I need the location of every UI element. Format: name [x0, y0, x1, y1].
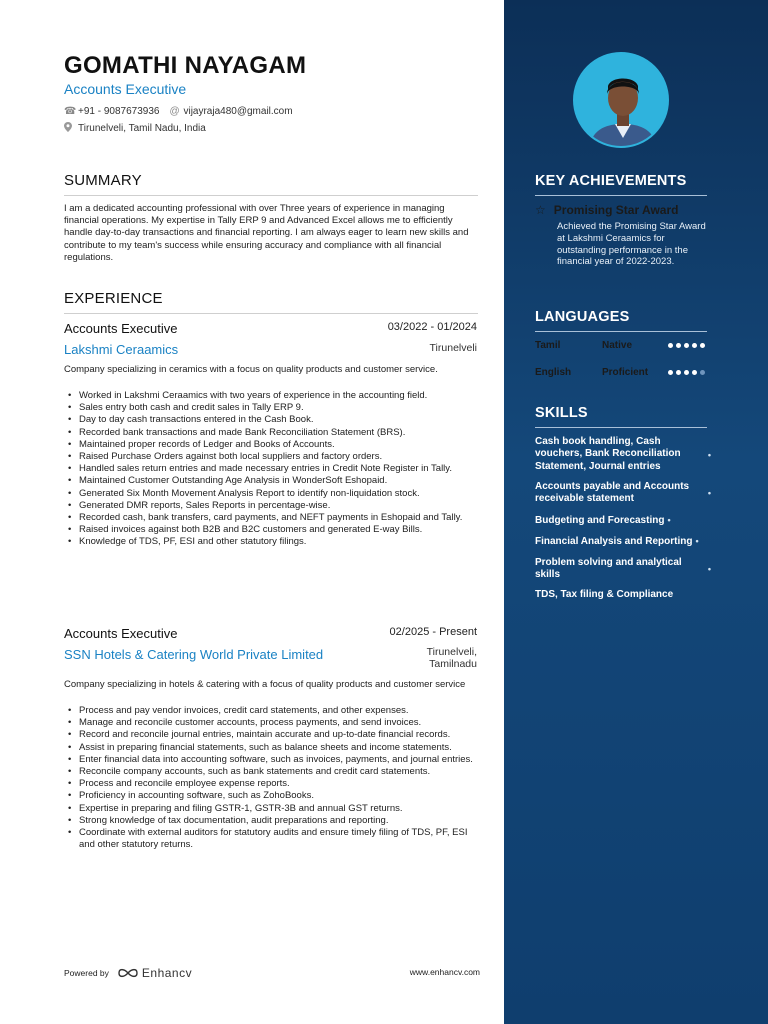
at-icon: @: [169, 106, 180, 117]
company-description: Company specializing in ceramics with a focus on quality products and customer service.: [64, 364, 438, 375]
job-bullets: [64, 390, 478, 549]
language-row: [535, 367, 707, 378]
skill-dot: •: [707, 564, 711, 575]
job-dates: 03/2022 - 01/2024: [387, 321, 477, 333]
skill-item: [535, 436, 711, 473]
list-item: • Knowledge of TDS, PF, ESI and other statutory filings.: [64, 536, 478, 548]
proficiency-dot-filled: [692, 370, 697, 375]
achievements-heading: KEY ACHIEVEMENTS: [535, 173, 687, 189]
powered-by-label: Powered by: [64, 968, 109, 978]
skill-dot: •: [707, 488, 711, 499]
achievement-title-text: Promising Star Award: [553, 203, 679, 217]
list-item: • Enter financial data into accounting software, such as invoices, payments, and journal entries.: [64, 754, 478, 766]
job-location-line: Tamilnadu: [429, 658, 477, 670]
list-item: • Reconcile company accounts, such as bank statements and credit card statements.: [64, 766, 478, 778]
skills-heading: SKILLS: [535, 405, 588, 421]
skill-dot: •: [695, 536, 699, 546]
list-item: • Expertise in preparing and filing GSTR-1, GSTR-3B and annual GST returns.: [64, 803, 478, 815]
proficiency-dot-filled: [676, 343, 681, 348]
summary-text: I am a dedicated accounting professional with over Three years of experience in managing financial operations. My expertise in Tally ERP 9 and Advanced Excel allows me to efficiently handle day-to-day transactions and financial reporting. I am always eager to learn new skills and contribute to my team's success while ensuring accuracy and compliance with all financial regulations.: [64, 203, 469, 263]
list-item: • Record and reconcile journal entries, maintain accurate and up-to-date financial records.: [64, 729, 478, 741]
experience-heading: EXPERIENCE: [64, 290, 163, 307]
profile-photo: [573, 52, 669, 148]
job-location-line: Tirunelveli,: [426, 646, 477, 658]
job-location: Tirunelveli: [429, 342, 477, 354]
avatar: [575, 54, 669, 148]
proficiency-dot-filled: [668, 370, 673, 375]
star-icon: ☆: [535, 203, 546, 217]
list-item: • Maintained Customer Outstanding Age Analysis in WonderSoft Eshopaid.: [64, 475, 478, 487]
list-item: • Maintained proper records of Ledger and Books of Accounts.: [64, 439, 478, 451]
proficiency-dot-filled: [700, 343, 705, 348]
job-title: Accounts Executive: [64, 321, 178, 336]
language-level: Proficient: [602, 367, 649, 378]
skill-text: TDS, Tax filing & Compliance: [535, 589, 674, 600]
enhancv-logo[interactable]: [117, 966, 192, 980]
enhancv-logo-icon: [117, 967, 139, 979]
achievement-title: [535, 203, 678, 217]
language-row: [535, 340, 707, 351]
list-item: • Process and pay vendor invoices, credit card statements, and other expenses.: [64, 705, 478, 717]
language-name: Tamil: [535, 340, 561, 351]
list-item: • Assist in preparing financial statements, such as balance sheets and income statements.: [64, 742, 478, 754]
job-location: [427, 646, 477, 670]
list-item: • Coordinate with external auditors for statutory audits and ensure timely filing of TDS, PF, ESI and other statutory returns.: [64, 827, 478, 851]
languages-heading: LANGUAGES: [535, 309, 630, 325]
list-item: • Generated DMR reports, Sales Reports in percentage-wise.: [64, 500, 478, 512]
list-item: • Sales entry both cash and credit sales in Tally ERP 9.: [64, 402, 478, 414]
skill-item: [535, 481, 711, 506]
sidebar: [504, 0, 768, 1024]
proficiency-dot-filled: [668, 343, 673, 348]
list-item: • Generated Six Month Movement Analysis Report to identify non-liquidation stock.: [64, 488, 478, 500]
achievement-description: Achieved the Promising Star Award at Lakshmi Ceraamics for outstanding performance in the financial year of 2022-2023.: [557, 221, 706, 268]
list-item: • Manage and reconcile customer accounts, process payments, and send invoices.: [64, 717, 478, 729]
list-item: • Recorded cash, bank transfers, card payments, and NEFT payments in Eshopaid and Tally.: [64, 512, 478, 524]
skill-text: Problem solving and analytical skills: [535, 557, 682, 581]
skills-divider: [535, 427, 707, 428]
list-item: • Process and reconcile employee expense reports.: [64, 778, 478, 790]
language-dots: [668, 370, 705, 375]
contact-row: [64, 106, 293, 117]
footer-url[interactable]: www.enhancv.com: [409, 967, 480, 977]
experience-divider: [64, 313, 478, 314]
skill-text: Budgeting and Forecasting: [535, 515, 665, 526]
proficiency-dot-filled: [684, 343, 689, 348]
proficiency-dot-filled: [676, 370, 681, 375]
list-item: • Recorded bank transactions and made Bank Reconciliation Statement (BRS).: [64, 427, 478, 439]
summary-heading: SUMMARY: [64, 172, 142, 189]
footer-powered-by: [64, 966, 192, 980]
language-name: English: [535, 367, 572, 378]
skill-dot: •: [667, 515, 671, 525]
company-description: Company specializing in hotels & catering with a focus of quality products and customer service: [64, 679, 466, 690]
email-address[interactable]: vijayraja480@gmail.com: [183, 106, 293, 117]
proficiency-dot-empty: [700, 370, 705, 375]
achievements-divider: [535, 195, 707, 196]
summary-divider: [64, 195, 478, 196]
languages-divider: [535, 331, 707, 332]
job-title: Accounts Executive: [64, 626, 178, 641]
skill-text: Financial Analysis and Reporting: [535, 536, 693, 547]
list-item: • Proficiency in accounting software, such as ZohoBooks.: [64, 790, 478, 802]
skill-text: Accounts payable and Accounts receivable statement: [535, 481, 690, 505]
list-item: • Raised invoices against both B2B and B2C customers and generated E-way Bills.: [64, 524, 478, 536]
enhancv-brand: Enhancv: [141, 966, 193, 980]
list-item: • Raised Purchase Orders against both local suppliers and factory orders.: [64, 451, 478, 463]
skill-item: [535, 514, 707, 527]
skill-dot: •: [707, 449, 711, 460]
job-dates: 02/2025 - Present: [389, 626, 477, 638]
skill-item: [535, 557, 711, 582]
list-item: • Handled sales return entries and made necessary entries in Credit Note Register in Tally.: [64, 463, 478, 475]
job-bullets: [64, 705, 478, 851]
language-level: Native: [602, 340, 633, 351]
skill-item: [535, 589, 707, 601]
location-text: Tirunelveli, Tamil Nadu, India: [78, 123, 206, 134]
company-name: SSN Hotels & Catering World Private Limited: [64, 647, 324, 662]
language-dots: [668, 343, 705, 348]
skill-text: Cash book handling, Cash vouchers, Bank Reconciliation Statement, Journal entries: [535, 436, 681, 472]
list-item: • Day to day cash transactions entered in the Cash Book.: [64, 414, 478, 426]
phone-number[interactable]: +91 - 9087673936: [78, 106, 160, 117]
candidate-name: GOMATHI NAYAGAM: [64, 52, 307, 79]
list-item: • Strong knowledge of tax documentation, audit preparations and reporting.: [64, 815, 478, 827]
location-pin-icon: [64, 122, 78, 135]
proficiency-dot-filled: [684, 370, 689, 375]
proficiency-dot-filled: [692, 343, 697, 348]
skill-item: [535, 535, 707, 548]
location-row: [64, 122, 206, 135]
phone-icon: ☎: [64, 106, 77, 117]
candidate-role: Accounts Executive: [64, 81, 187, 97]
company-name: Lakshmi Ceraamics: [64, 342, 179, 357]
list-item: • Worked in Lakshmi Ceraamics with two years of experience in the accounting field.: [64, 390, 478, 402]
